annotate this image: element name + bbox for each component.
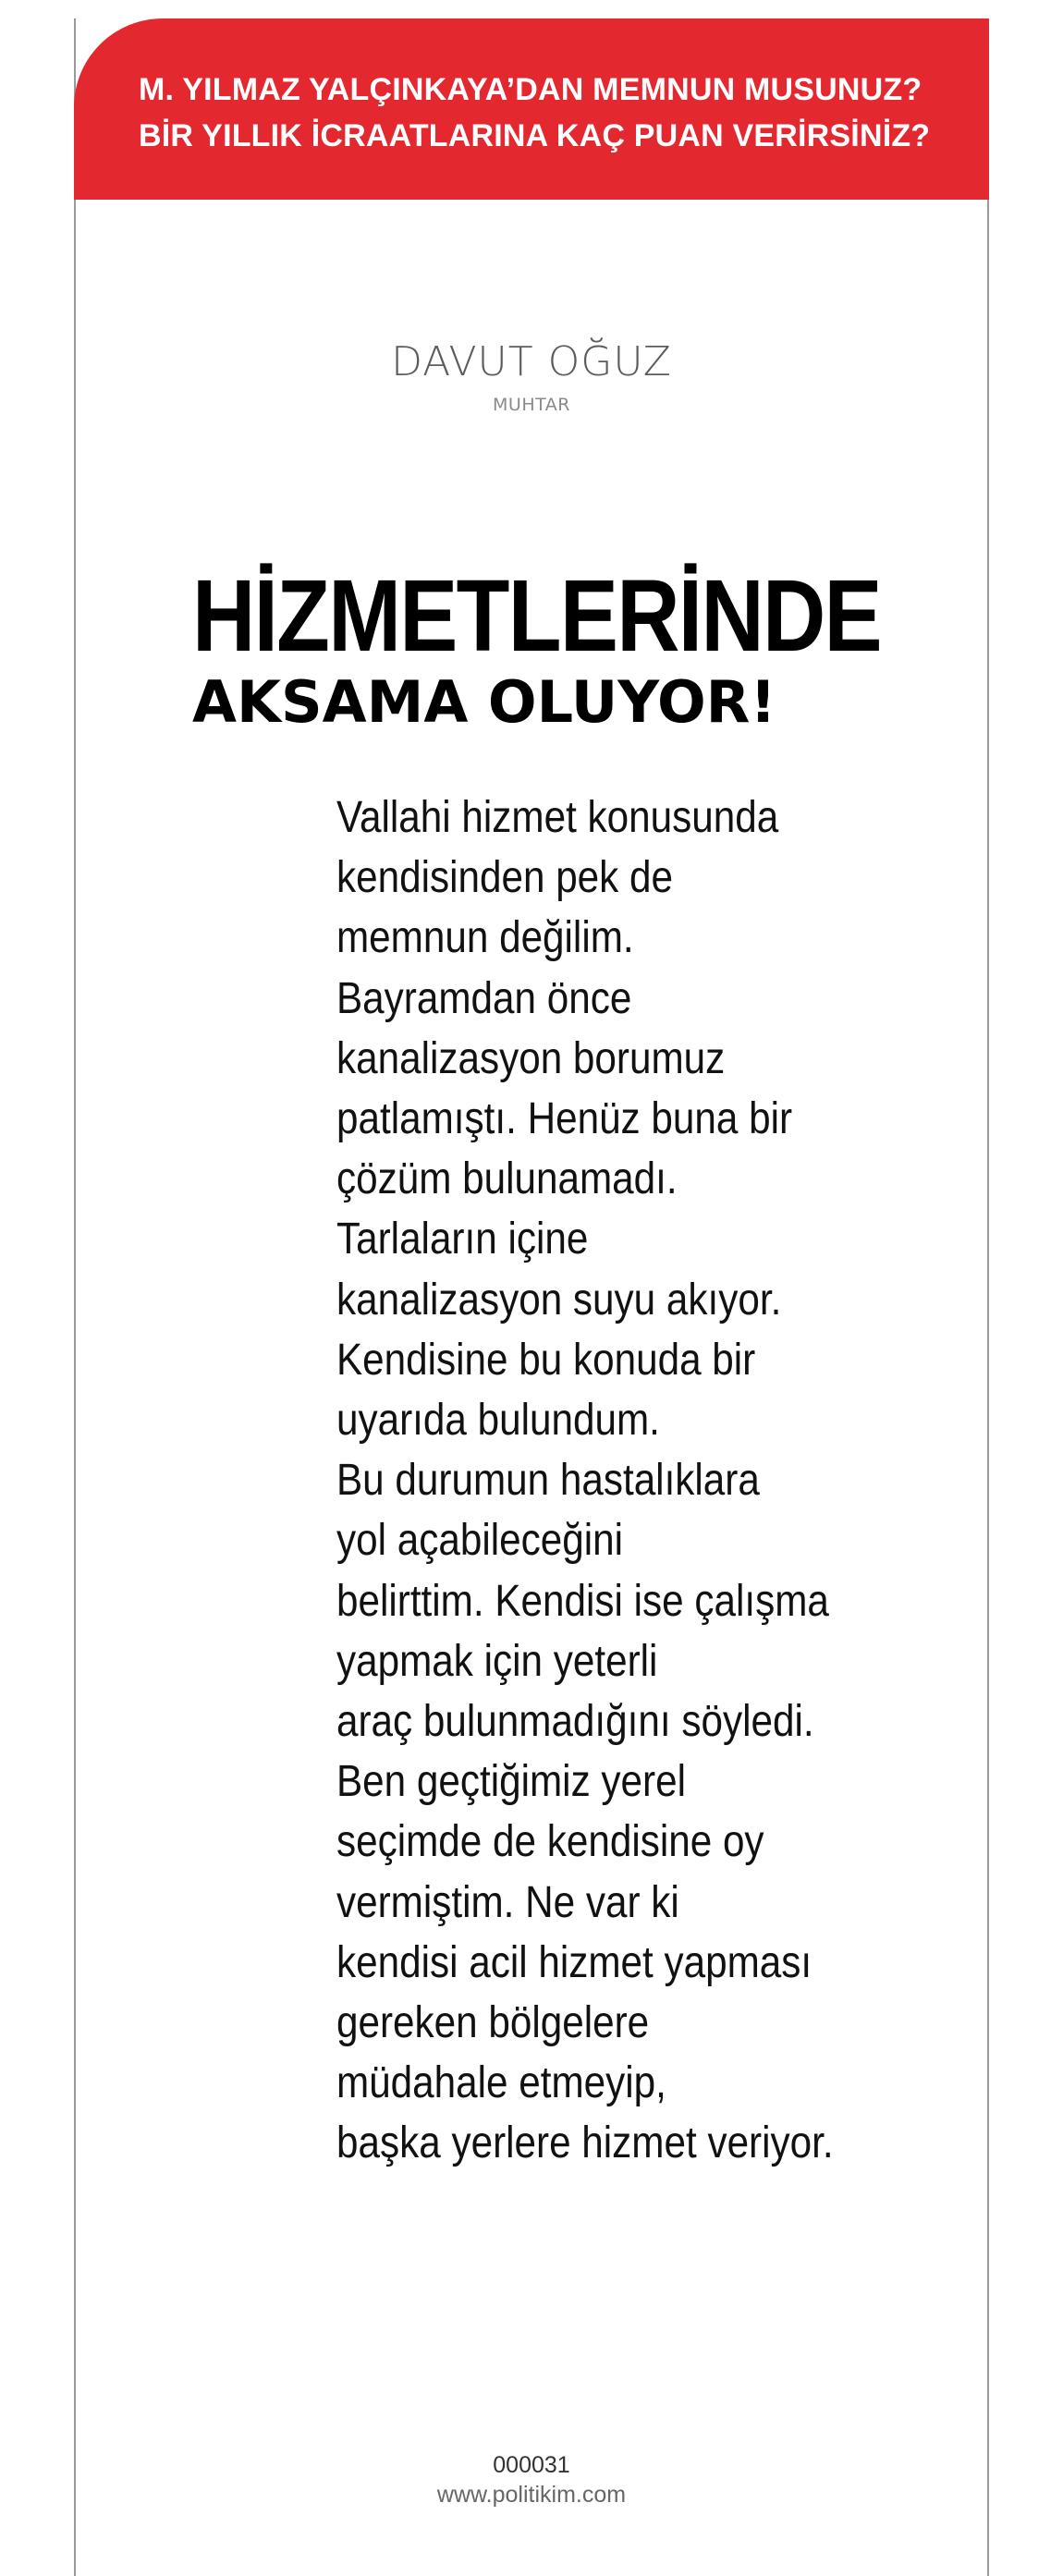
quote-line: uyarıda bulundum. — [336, 1396, 660, 1446]
banner-question-line-2: BİR YILLIK İCRAATLARINA KAÇ PUAN VERİRSİNİZ? — [139, 118, 931, 153]
quote-line: Bu durumun hastalıklara — [336, 1456, 760, 1506]
quote-line: Bayramdan önce — [336, 973, 632, 1023]
quote-line: gereken bölgelere — [336, 1998, 650, 2048]
quote-line: Ben geçtiğimiz yerel — [336, 1757, 686, 1807]
footer-website-link[interactable]: www.politikim.com — [436, 2482, 627, 2508]
quote-line: Kendisine bu konuda bir — [336, 1335, 756, 1385]
quote-line: belirttim. Kendisi ise çalışma — [336, 1576, 829, 1626]
banner-question-line-1: M. YILMAZ YALÇINKAYA’DAN MEMNUN MUSUNUZ? — [139, 72, 922, 107]
quote-line: başka yerlere hizmet veriyor. — [336, 2118, 834, 2168]
quote-line: yol açabileceğini — [336, 1516, 623, 1566]
quote-line: yapmak için yeterli — [336, 1636, 658, 1686]
person-role: MUHTAR — [493, 395, 570, 415]
quote-body — [336, 787, 965, 2174]
quote-line: vermiştim. Ne var ki — [336, 1877, 679, 1927]
quote-line: patlamıştı. Henüz buna bir — [336, 1094, 793, 1144]
quote-line: Vallahi hizmet konusunda — [336, 793, 779, 842]
quote-line: kanalizasyon suyu akıyor. — [336, 1275, 782, 1325]
quote-line: kendisinden pek de — [336, 853, 674, 903]
quote-line: müdahale etmeyip, — [336, 2058, 666, 2108]
question-banner — [74, 18, 989, 200]
quote-line: çözüm bulunamadı. — [336, 1154, 678, 1204]
quote-line: araç bulunmadığını söyledi. — [336, 1697, 814, 1747]
person-name: DAVUT OĞUZ — [391, 338, 672, 385]
quote-line: seçimde de kendisine oy — [336, 1817, 764, 1867]
headline-main: HİZMETLERİNDE — [192, 559, 881, 673]
quote-line: Tarlaların içine — [336, 1215, 589, 1264]
footer-code: 000031 — [493, 2452, 570, 2478]
quote-line: kanalizasyon borumuz — [336, 1033, 726, 1083]
quote-line: kendisi acil hizmet yapması — [336, 1937, 813, 1987]
quote-line: memnun değilim. — [336, 913, 634, 963]
headline-sub: AKSAMA OLUYOR! — [192, 668, 776, 736]
